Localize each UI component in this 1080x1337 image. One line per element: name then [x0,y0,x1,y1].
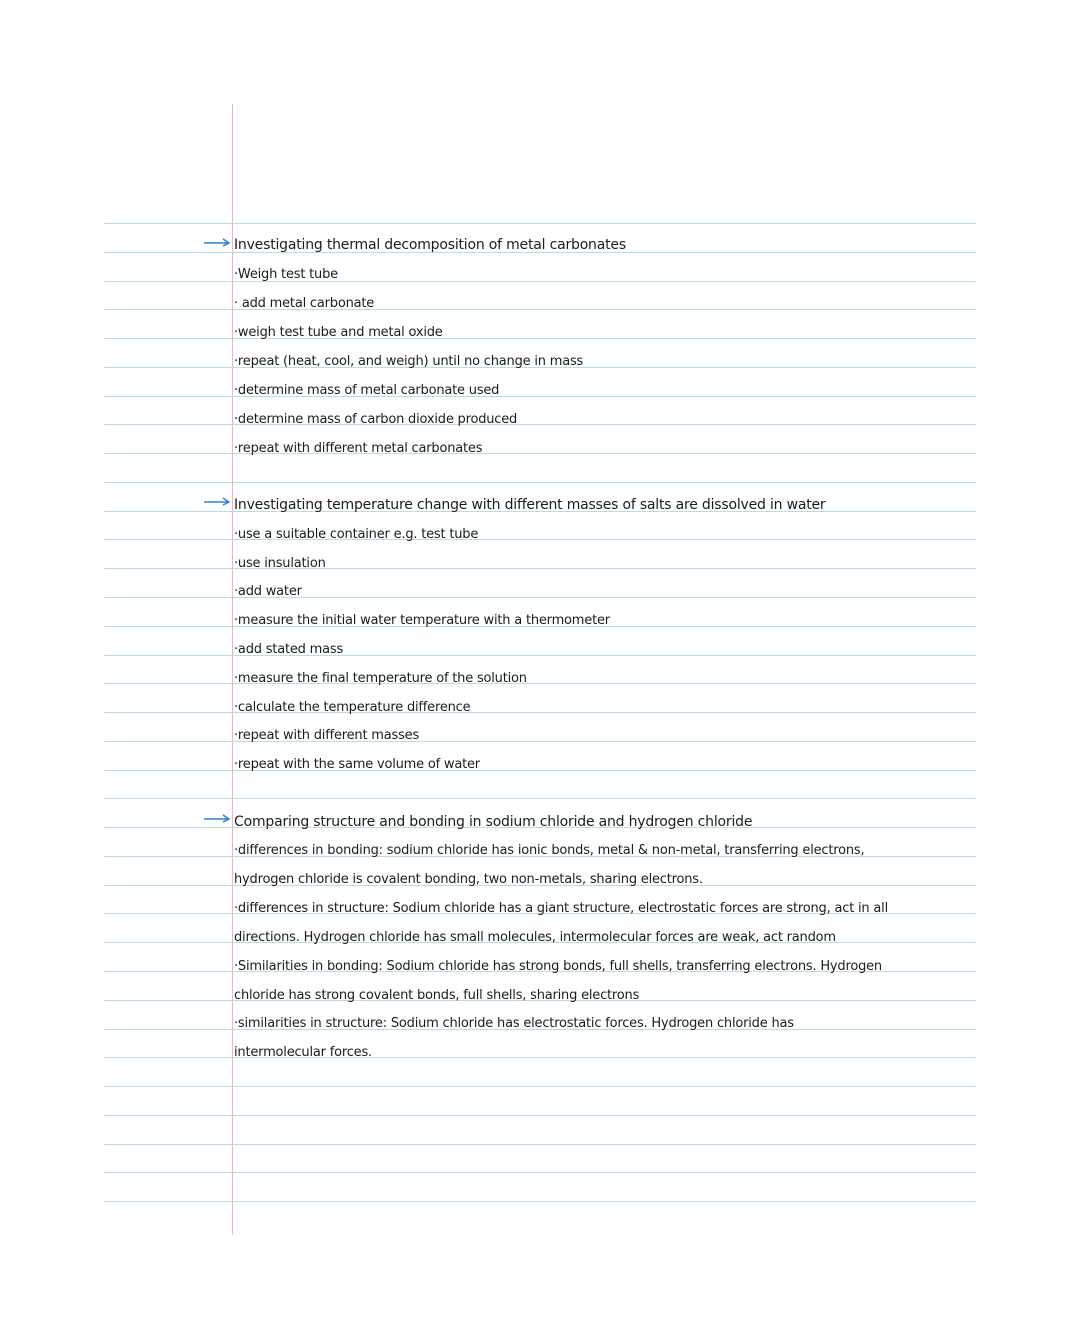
list-item: ·use a suitable container e.g. test tube [234,527,479,542]
list-item: ·weigh test tube and metal oxide [234,325,443,340]
list-item: ·similarities in structure: Sodium chloride has electrostatic forces. Hydrogen chloride has [234,1016,794,1031]
list-item: ·repeat with different metal carbonates [234,441,483,456]
margin-line [232,104,233,1235]
ruled-line [104,1201,976,1202]
list-item: ·measure the initial water temperature with a thermometer [234,613,610,628]
arrow-icon [203,812,231,826]
ruled-line [104,223,976,224]
ruled-lines [104,0,976,1337]
arrow-icon [203,495,231,509]
list-item: ·determine mass of carbon dioxide produced [234,412,518,427]
list-item: ·determine mass of metal carbonate used [234,383,500,398]
list-item: ·use insulation [234,556,326,571]
section-heading: Investigating thermal decomposition of metal carbonates [234,237,626,253]
list-item: ·Similarities in bonding: Sodium chloride has strong bonds, full shells, transferring electrons. Hydrogen [234,959,882,974]
section-heading: Investigating temperature change with different masses of salts are dissolved in water [234,497,826,513]
list-item: ·repeat with different masses [234,728,420,743]
list-item: ·differences in structure: Sodium chloride has a giant structure, electrostatic forces are strong, act in all [234,901,888,916]
list-item: hydrogen chloride is covalent bonding, two non-metals, sharing electrons. [234,872,703,887]
ruled-line [104,1086,976,1087]
list-item: chloride has strong covalent bonds, full shells, sharing electrons [234,988,640,1003]
ruled-line [104,798,976,799]
list-item: ·add water [234,584,302,599]
ruled-line [104,1115,976,1116]
list-item: directions. Hydrogen chloride has small molecules, intermolecular forces are weak, act random [234,930,836,945]
list-item: · add metal carbonate [234,296,375,311]
list-item: ·repeat with the same volume of water [234,757,480,772]
list-item: ·Weigh test tube [234,267,338,282]
ruled-line [104,482,976,483]
list-item: ·repeat (heat, cool, and weigh) until no change in mass [234,354,584,369]
list-item: intermolecular forces. [234,1045,372,1060]
ruled-line [104,1144,976,1145]
list-item: ·add stated mass [234,642,344,657]
ruled-line [104,1172,976,1173]
list-item: ·measure the final temperature of the solution [234,671,527,686]
arrow-icon [203,236,231,250]
list-item: ·differences in bonding: sodium chloride has ionic bonds, metal & non-metal, transferring electrons, [234,843,865,858]
list-item: ·calculate the temperature difference [234,700,471,715]
section-heading: Comparing structure and bonding in sodium chloride and hydrogen chloride [234,814,753,830]
